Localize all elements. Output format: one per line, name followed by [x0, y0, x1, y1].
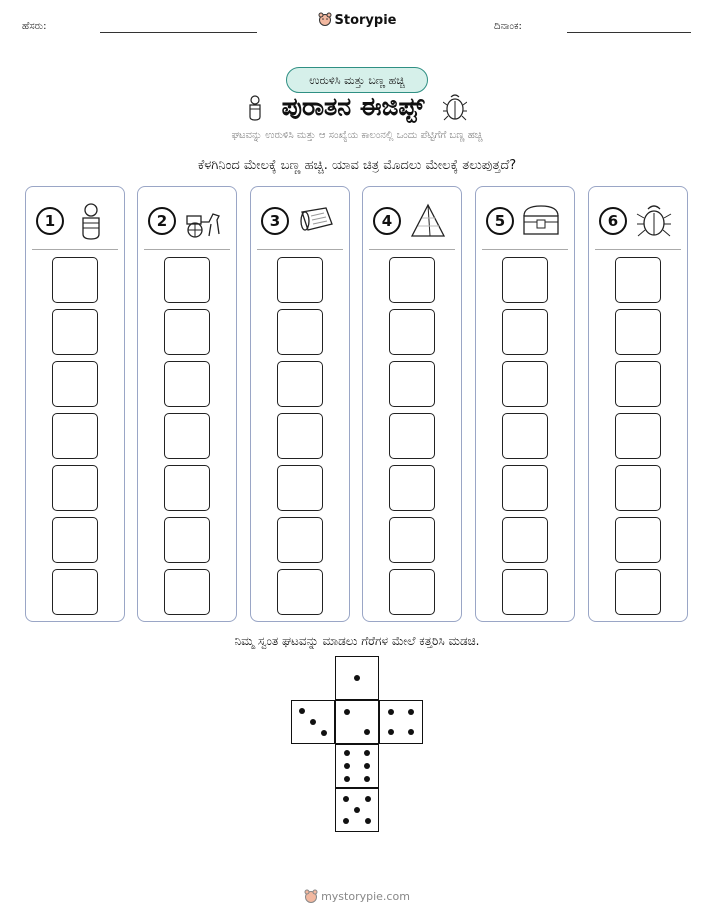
subtitle: ಘಟವನ್ನು ಉರುಳಿಸಿ ಮತ್ತು ಆ ಸಂಖ್ಯೆಯ ಕಾಲಂನಲ್ಲಿ ಒಂದು ಪೆಟ್ಟಿಗೆಗೆ ಬಣ್ಣ ಹಚ್ಚಿ [231, 130, 483, 141]
papyrus-scroll-icon [296, 202, 336, 240]
color-box[interactable] [615, 413, 661, 459]
color-box[interactable] [277, 465, 323, 511]
die-pip [354, 675, 360, 681]
die-pip [364, 750, 370, 756]
column-number: 2 [148, 207, 176, 235]
die-pip [343, 818, 349, 824]
color-box[interactable] [615, 569, 661, 615]
die-face-6 [335, 744, 379, 788]
color-box[interactable] [502, 413, 548, 459]
color-box[interactable] [502, 257, 548, 303]
canopic-jar-icon [71, 202, 111, 240]
footer-url: mystorypie.com [321, 890, 410, 903]
name-line[interactable] [100, 32, 257, 33]
color-box[interactable] [164, 569, 210, 615]
color-box[interactable] [164, 465, 210, 511]
die-pip [365, 796, 371, 802]
color-box[interactable] [389, 413, 435, 459]
color-box[interactable] [389, 569, 435, 615]
color-box[interactable] [52, 361, 98, 407]
color-box[interactable] [277, 309, 323, 355]
die-pip [364, 763, 370, 769]
column-6 [588, 186, 688, 622]
column-4 [362, 186, 462, 622]
activity-pill: ಉರುಳಿಸಿ ಮತ್ತು ಬಣ್ಣ ಹಚ್ಚಿ [286, 67, 428, 93]
color-box[interactable] [277, 361, 323, 407]
color-box[interactable] [52, 257, 98, 303]
column-number: 4 [373, 207, 401, 235]
color-box[interactable] [615, 309, 661, 355]
color-box[interactable] [389, 517, 435, 563]
date-label: ದಿನಾಂಕ: [494, 21, 522, 32]
color-box[interactable] [502, 361, 548, 407]
color-box[interactable] [277, 517, 323, 563]
die-face-2 [335, 700, 379, 744]
die-face-3 [291, 700, 335, 744]
storypie-bear-icon [318, 12, 332, 26]
column-divider [32, 249, 118, 250]
scarab-beetle-icon [634, 202, 674, 240]
die-pip [343, 796, 349, 802]
column-divider [595, 249, 681, 250]
column-number: 6 [599, 207, 627, 235]
color-box[interactable] [164, 517, 210, 563]
die-pip [408, 709, 414, 715]
treasure-chest-icon [521, 202, 561, 240]
die-pip [365, 818, 371, 824]
color-box[interactable] [389, 361, 435, 407]
die-pip [408, 729, 414, 735]
die-pip [344, 776, 350, 782]
color-box[interactable] [389, 465, 435, 511]
color-box[interactable] [52, 309, 98, 355]
color-box[interactable] [502, 465, 548, 511]
color-box[interactable] [164, 413, 210, 459]
color-box[interactable] [389, 309, 435, 355]
color-box[interactable] [164, 361, 210, 407]
color-box[interactable] [164, 309, 210, 355]
die-pip [310, 719, 316, 725]
die-face-1 [335, 656, 379, 700]
page-title [0, 92, 714, 122]
column-divider [257, 249, 343, 250]
color-box[interactable] [502, 309, 548, 355]
pyramid-icon [408, 202, 448, 240]
name-label: ಹೆಸರು: [22, 21, 47, 32]
color-box[interactable] [615, 465, 661, 511]
question: ಕೆಳಗಿನಿಂದ ಮೇಲಕ್ಕೆ ಬಣ್ಣ ಹಚ್ಚಿ. ಯಾವ ಚಿತ್ರ ಮೊದಲು ಮೇಲಕ್ಕೆ ತಲುಪುತ್ತದೆ? [197, 158, 517, 173]
color-box[interactable] [52, 569, 98, 615]
brand-name: Storypie [334, 13, 397, 28]
color-box[interactable] [52, 517, 98, 563]
die-pip [299, 708, 305, 714]
color-box[interactable] [277, 257, 323, 303]
die-face-5 [335, 788, 379, 832]
die-pip [364, 729, 370, 735]
column-number: 1 [36, 207, 64, 235]
color-box[interactable] [502, 517, 548, 563]
color-box[interactable] [615, 361, 661, 407]
die-pip [344, 750, 350, 756]
brand-logo [0, 12, 714, 28]
color-box[interactable] [277, 569, 323, 615]
column-number: 3 [261, 207, 289, 235]
die-pip [388, 709, 394, 715]
color-box[interactable] [615, 257, 661, 303]
column-divider [482, 249, 568, 250]
die-pip [344, 709, 350, 715]
footer [0, 889, 714, 903]
date-line[interactable] [567, 32, 691, 33]
chariot-icon [183, 202, 223, 240]
color-box[interactable] [52, 413, 98, 459]
die-face-4 [379, 700, 423, 744]
color-box[interactable] [615, 517, 661, 563]
title-text: ಪುರಾತನ ಈಜಿಪ್ಟ್ [281, 92, 425, 121]
die-pip [388, 729, 394, 735]
scarab-beetle-icon [443, 93, 467, 121]
storypie-bear-icon [304, 889, 318, 903]
die-pip [344, 763, 350, 769]
color-box[interactable] [164, 257, 210, 303]
color-box[interactable] [502, 569, 548, 615]
column-5 [475, 186, 575, 622]
cutout-instruction: ನಿಮ್ಮ ಸ್ವಂತ ಘಟವನ್ನು ಮಾಡಲು ಗೆರೆಗಳ ಮೇಲೆ ಕತ್ತರಿಸಿ ಮಡಚಿ. [234, 634, 480, 648]
die-pip [354, 807, 360, 813]
column-divider [369, 249, 455, 250]
column-3 [250, 186, 350, 622]
canopic-jar-icon [247, 95, 263, 121]
column-divider [144, 249, 230, 250]
column-2 [137, 186, 237, 622]
color-box[interactable] [52, 465, 98, 511]
die-pip [364, 776, 370, 782]
column-1 [25, 186, 125, 622]
color-box[interactable] [277, 413, 323, 459]
column-number: 5 [486, 207, 514, 235]
die-pip [321, 730, 327, 736]
color-box[interactable] [389, 257, 435, 303]
